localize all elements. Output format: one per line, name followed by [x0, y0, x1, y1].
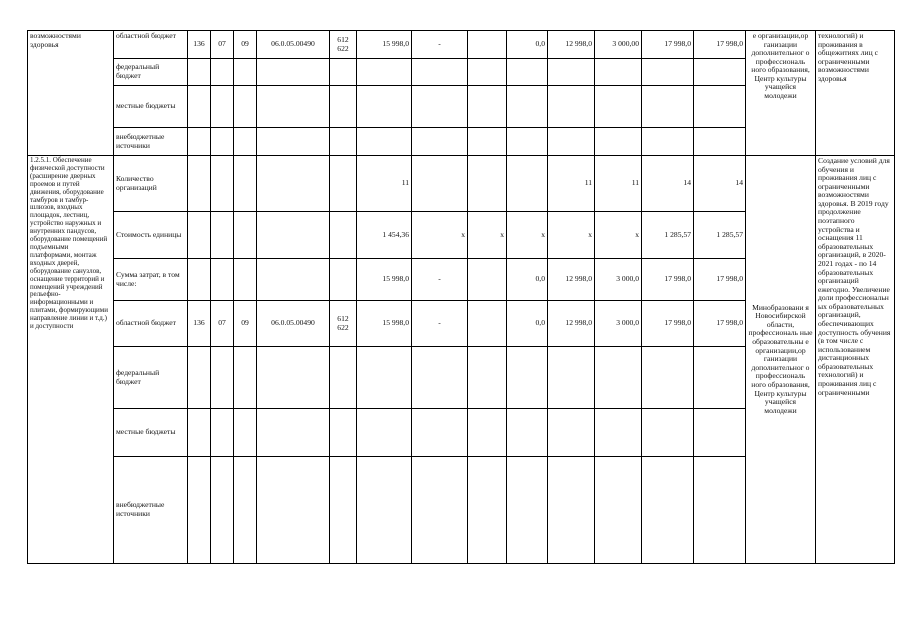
value-2017: x: [507, 212, 548, 259]
value-2016: [468, 31, 507, 59]
value-2020: 14: [642, 156, 694, 212]
funding-source: областной бюджет: [114, 301, 188, 347]
pr-code: 09: [234, 31, 257, 59]
program-table: [27, 30, 895, 564]
value-2019: 3 000,00: [595, 31, 642, 59]
value-total: 15 998,0: [357, 31, 412, 59]
value-2019: x: [595, 212, 642, 259]
value-2018: 11: [548, 156, 595, 212]
value-total: 11: [357, 156, 412, 212]
value-2019: 3 000,0: [595, 301, 642, 347]
value-2021: 17 998,0: [694, 31, 746, 59]
expected-result-cell: технологий) и проживания в общежитиях лиц с ограниченными возможностями здоровья: [816, 31, 895, 156]
funding-source: Сумма затрат, в том числе:: [114, 259, 188, 301]
executor-cell: е организации,ор ганизации дополнительног о профессиональ ного образования, Центр культуры учащейся молодежи: [746, 31, 816, 156]
value-2018: x: [548, 212, 595, 259]
funding-source: федеральный бюджет: [114, 347, 188, 409]
value-2020: 1 285,57: [642, 212, 694, 259]
grbs-code: 136: [188, 301, 211, 347]
table-row: [28, 156, 895, 212]
value-total: 1 454,36: [357, 212, 412, 259]
value-2018: 12 998,0: [548, 31, 595, 59]
executor-cell: Минобразовани я Новосибирской области, профессиональ ные образовательны е организации,ор ганизации дополнительног о профессиональ ного образования, Центр культуры учащейся молодежи: [746, 156, 816, 564]
value-2018: 12 998,0: [548, 301, 595, 347]
value-2019: 11: [595, 156, 642, 212]
expected-result-cell: Создание условий для обучения и проживания лиц с ограниченными возможностями здоровья. В 2019 году продолжение поэтапного устройства и оснащения 11 образовательных организаций, в 2020-2021 годах - по 14 образовательных организаций ежегодно. Увеличение доли профессиональн ых образовательных организаций, обеспечивающих доступность обучения (в том числе с использованием дистанционных образовательных технологий) и проживания лиц с ограниченными: [816, 156, 895, 564]
value-total: 15 998,0: [357, 301, 412, 347]
value-2020: 17 998,0: [642, 259, 694, 301]
value-2019: 3 000,0: [595, 259, 642, 301]
value-total: 15 998,0: [357, 259, 412, 301]
grbs-code: 136: [188, 31, 211, 59]
value-2020: 17 998,0: [642, 31, 694, 59]
rz-code: 07: [211, 301, 234, 347]
csr-code: 06.0.05.00490: [257, 31, 330, 59]
value-2017: 0,0: [507, 31, 548, 59]
value-2015: -: [412, 301, 468, 347]
value-2015: -: [412, 31, 468, 59]
value-2015: -: [412, 259, 468, 301]
value-2016: x: [468, 212, 507, 259]
vr-code: 612 622: [330, 31, 357, 59]
rz-code: 07: [211, 31, 234, 59]
event-description-cell: возможностями здоровья: [28, 31, 114, 156]
value-2017: 0,0: [507, 301, 548, 347]
value-2017: 0,0: [507, 259, 548, 301]
funding-source: Стоимость единицы: [114, 212, 188, 259]
value-2018: 12 998,0: [548, 259, 595, 301]
vr-code: 612 622: [330, 301, 357, 347]
csr-code: 06.0.05.00490: [257, 301, 330, 347]
funding-source: местные бюджеты: [114, 409, 188, 457]
value-2021: 17 998,0: [694, 301, 746, 347]
value-2021: 1 285,57: [694, 212, 746, 259]
value-2021: 14: [694, 156, 746, 212]
value-2021: 17 998,0: [694, 259, 746, 301]
funding-source: внебюджетные источники: [114, 457, 188, 564]
value-2015: x: [412, 212, 468, 259]
funding-source: федеральный бюджет: [114, 59, 188, 86]
table-row: [28, 31, 895, 59]
funding-source: Количество организаций: [114, 156, 188, 212]
event-description-cell: 1.2.5.1. Обеспечение физической доступности (расширение дверных проемов и путей движения, оборудование тамбуров и тамбур-шлюзов, входных площадок, лестниц, устройство наружных и внутренних пандусов, оборудование помещений подъемными платформами, монтаж входных дверей, оборудование санузлов, оснащение территорий и помещений учреждений рельефно-информационными и плитами, формирующими направление линии и т.д.) и доступности: [28, 156, 114, 564]
funding-source: внебюджетные источники: [114, 128, 188, 156]
value-2020: 17 998,0: [642, 301, 694, 347]
pr-code: 09: [234, 301, 257, 347]
funding-source: областной бюджет: [114, 31, 188, 59]
funding-source: местные бюджеты: [114, 86, 188, 128]
